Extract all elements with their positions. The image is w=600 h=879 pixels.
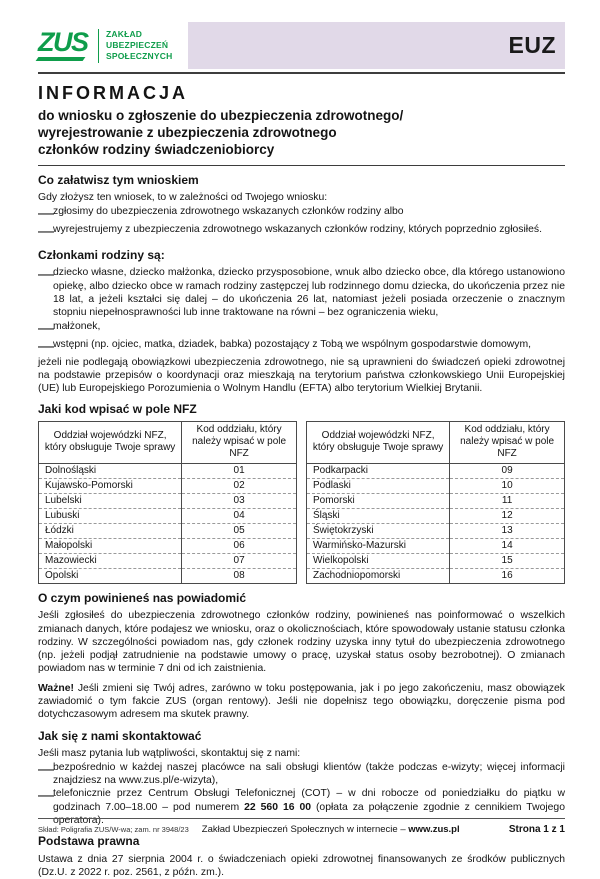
- org-line-2: UBEZPIECZEŃ: [106, 39, 169, 50]
- nfz-tables: [38, 421, 565, 584]
- region-code: 09: [501, 465, 513, 477]
- family-item-2: małżonek,: [53, 320, 101, 332]
- region-code: 05: [182, 523, 297, 538]
- dash-marker: —: [38, 787, 54, 805]
- dash-marker: —: [38, 266, 54, 284]
- important-label: Ważne!: [38, 682, 74, 694]
- region-code: 08: [182, 568, 297, 583]
- table-row: [39, 568, 297, 583]
- table-row: [39, 523, 297, 538]
- footer-print-info: Skład: Poligrafia ZUS/W-wa; zam. nr 3948/23: [38, 825, 189, 834]
- table-row: [307, 538, 565, 553]
- region-name: Mazowiecki: [39, 553, 182, 568]
- page-footer: [38, 818, 565, 835]
- region-name: Małopolski: [39, 538, 182, 553]
- section-heading-legal: Podstawa prawna: [38, 834, 140, 849]
- dash-marker: —: [38, 337, 54, 355]
- region-code: 02: [182, 478, 297, 493]
- table-row: [39, 463, 297, 478]
- region-name: Lubelski: [39, 493, 182, 508]
- logo-divider: [98, 29, 100, 63]
- region-code: 11: [450, 493, 565, 508]
- region-code: 14: [450, 538, 565, 553]
- table-row: [307, 523, 565, 538]
- what-intro: Gdy złożysz ten wniosek, to w zależności od Twojego wniosku:: [38, 192, 328, 204]
- region-name: Pomorski: [307, 493, 450, 508]
- header-rule: [38, 72, 565, 74]
- region-code: 16: [450, 568, 565, 583]
- region-code: 12: [450, 508, 565, 523]
- section-heading-contact: Jak się z nami skontaktować: [38, 728, 202, 743]
- region-code: 01: [233, 465, 245, 477]
- table-row: [307, 568, 565, 583]
- list-item: [38, 320, 565, 338]
- col-header-code: Kod oddziału, który należy wpisać w pole NFZ: [450, 422, 565, 464]
- list-item: [38, 761, 565, 788]
- logo-org-name: [106, 29, 172, 62]
- table-row: [307, 508, 565, 523]
- page-subtitle-line-1: do wniosku o zgłoszenie do ubezpieczenia zdrowotnego/: [38, 107, 404, 123]
- region-name: Wielkopolski: [307, 553, 450, 568]
- table-row: [39, 538, 297, 553]
- title-block: [38, 84, 565, 158]
- phone-number: 22 560 16 00: [244, 801, 312, 813]
- region-code: 10: [450, 478, 565, 493]
- contact-item-office: bezpośrednio w każdej naszej placówce na sali obsługi klientów (także podczas e-wizyty; więcej informacji znajdziesz na www.zus.pl/e-wizyta),: [53, 761, 565, 786]
- region-name: Zachodniopomorski: [307, 568, 450, 583]
- region-code: 07: [182, 553, 297, 568]
- region-name: Dolnośląski: [39, 463, 182, 478]
- list-item: [38, 205, 565, 223]
- family-item-1: dziecko własne, dziecko małżonka, dziecko przysposobione, wnuk albo dziecko obce, dla którego ustanowiono opiekę, albo dziecko obce w ramach rodziny zastępczej lub rodzinnego domu dziecka, do ukończenia przez nie 18 lat, a jeżeli kształci się dalej – do ukończenia 26 lat, natomiast jeżeli posiada orzeczenie o znacznym stopniu niepełnosprawności lub inne traktowane na równi – bez ograniczenia wieku,: [53, 267, 565, 319]
- what-item-1: zgłosimy do ubezpieczenia zdrowotnego wskazanych członków rodziny albo: [53, 205, 404, 217]
- region-name: Podlaski: [307, 478, 450, 493]
- table-row: [39, 553, 297, 568]
- region-name: Kujawsko-Pomorski: [39, 478, 182, 493]
- region-name: Śląski: [307, 508, 450, 523]
- phone-text-post: (opłata za połączenie zgodnie z cennikiem Twojego operatora).: [53, 801, 565, 826]
- region-code: 03: [182, 493, 297, 508]
- list-item: [38, 223, 565, 241]
- dash-marker: —: [38, 222, 54, 240]
- region-code: 04: [182, 508, 297, 523]
- page-subtitle-line-3: członków rodziny świadczeniobiorcy: [38, 141, 275, 157]
- table-row: [307, 478, 565, 493]
- region-code: 06: [182, 538, 297, 553]
- footer-website-url: www.zus.pl: [408, 824, 460, 835]
- region-name: Lubuski: [39, 508, 182, 523]
- title-rule: [38, 165, 565, 166]
- zus-logo: [38, 22, 188, 69]
- footer-page-number: Strona 1 z 1: [508, 824, 565, 835]
- list-item: [38, 266, 565, 319]
- region-code: 13: [450, 523, 565, 538]
- form-code: EUZ: [508, 32, 556, 58]
- col-header-code: Kod oddziału, który należy wpisać w pole NFZ: [182, 422, 297, 464]
- table-row: [307, 463, 565, 478]
- footer-website: [202, 824, 460, 835]
- section-heading-what: Co załatwisz tym wnioskiem: [38, 172, 199, 187]
- dash-marker: —: [38, 204, 54, 222]
- org-line-3: SPOŁECZNYCH: [106, 51, 173, 62]
- page-subtitle-line-2: wyrejestrowanie z ubezpieczenia zdrowotnego: [38, 124, 337, 140]
- list-item: [38, 338, 565, 356]
- family-outro: jeżeli nie podlegają obowiązkowi ubezpieczenia zdrowotnego, nie są uprawnieni do świadczeń opieki zdrowotnej na podstawie przepisów o koordynacji oraz mieszkają na terytorium państwa członkowskiego Unii Europejskiej (UE) lub Europejskiego Porozumienia o Wolnym Handlu (EFTA) albo terytorium Wielkiej Brytanii.: [38, 356, 565, 395]
- section-heading-nfz: Jaki kod wpisać w pole NFZ: [38, 402, 197, 417]
- family-item-3: wstępni (np. ojciec, matka, dziadek, babka) pozostający z Tobą we wspólnym gospodarstwie domowym,: [53, 338, 532, 350]
- section-heading-family: Członkami rodziny są:: [38, 247, 165, 262]
- page-title: INFORMACJA: [38, 83, 188, 103]
- dash-marker: —: [38, 760, 54, 778]
- phone-text-pre: telefonicznie przez Centrum Obsługi Telefonicznej (COT) – w dni robocze od poniedziałku do piątku w godzinach 7.00–18.00 – pod numerem: [53, 788, 565, 813]
- dash-marker: —: [38, 319, 54, 337]
- header: [38, 22, 565, 69]
- contact-intro: Jeśli masz pytania lub wątpliwości, skontaktuj się z nami:: [38, 748, 301, 760]
- notify-body: Jeśli zgłosiłeś do ubezpieczenia zdrowotnego członków rodziny, powinieneś nas poinformować o wszelkich zmianach danych, które podajesz we wniosku, oraz o okolicznościach, które spowodowały ustanie statusu członka rodziny. W szczególności powiadom nas, gdy członek rodziny uzyska inny tytuł do ubezpieczenia zdrowotnego (np. jeżeli podjął zatrudnienie na podstawie umowy o pracę, uzyskał status osoby bezrobotnej). O zmianach powiadom nas w terminie 7 dni od ich zaistnienia.: [38, 610, 565, 675]
- nfz-table-right: [306, 421, 565, 584]
- region-code: 15: [450, 553, 565, 568]
- important-text: Jeśli zmieni się Twój adres, zarówno w toku postępowania, jak i po jego zakończeniu, masz obowiązek zawiadomić o tym fakcie ZUS (organ rentowy). Jeśli nie dopełnisz tego obowiązku, doręczenie pisma pod dotychczasowym adresem ma skutek prawny.: [38, 682, 565, 721]
- table-row: [307, 493, 565, 508]
- notify-important: [38, 682, 565, 722]
- form-code-band: [188, 22, 565, 69]
- region-name: Warmińsko-Mazurski: [307, 538, 450, 553]
- zus-logo-icon: ZUS: [38, 29, 90, 62]
- region-name: Łódzki: [39, 523, 182, 538]
- section-heading-notify: O czym powinieneś nas powiadomić: [38, 590, 247, 605]
- nfz-table-left: [38, 421, 297, 584]
- region-name: Podkarpacki: [307, 463, 450, 478]
- region-name: Opolski: [39, 568, 182, 583]
- table-row: [39, 478, 297, 493]
- table-row: [307, 553, 565, 568]
- col-header-region: Oddział wojewódzki NFZ, który obsługuje Twoje sprawy: [307, 422, 450, 464]
- table-row: [39, 493, 297, 508]
- footer-website-pre: Zakład Ubezpieczeń Społecznych w internecie –: [201, 824, 409, 835]
- org-line-1: ZAKŁAD: [106, 28, 143, 39]
- table-row: [39, 508, 297, 523]
- col-header-region: Oddział wojewódzki NFZ, który obsługuje Twoje sprawy: [39, 422, 182, 464]
- what-item-2: wyrejestrujemy z ubezpieczenia zdrowotnego wskazanych członków rodziny, których poprzednio zgłosiłeś.: [53, 223, 542, 235]
- region-name: Świętokrzyski: [307, 523, 450, 538]
- legal-body: Ustawa z dnia 27 sierpnia 2004 r. o świadczeniach opieki zdrowotnej finansowanych ze środków publicznych (Dz.U. z 2022 r. poz. 2561, z późn. zm.).: [38, 853, 565, 879]
